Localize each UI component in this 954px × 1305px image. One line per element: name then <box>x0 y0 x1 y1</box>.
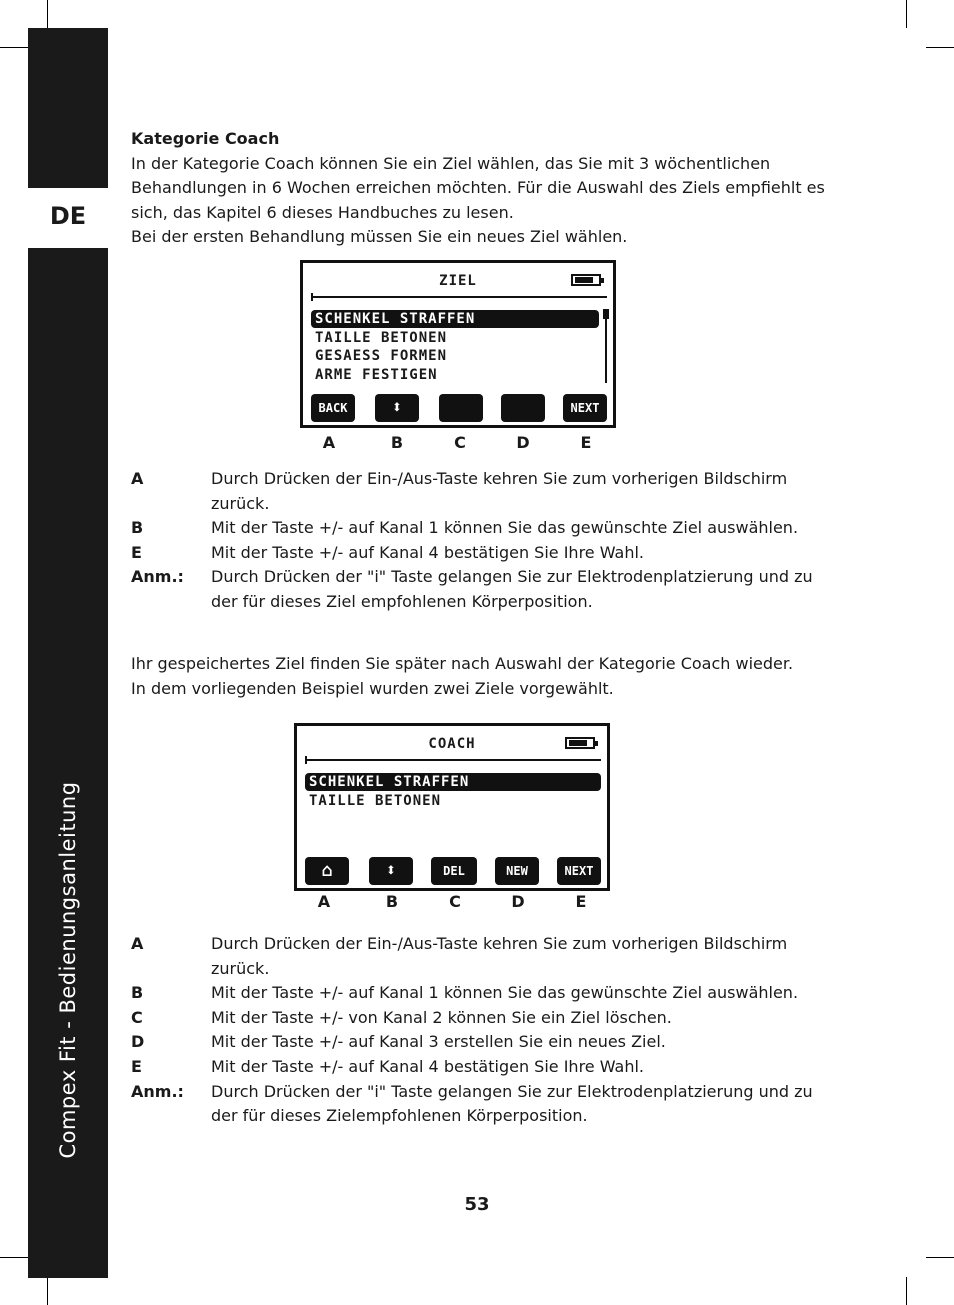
definition-key: Anm.: <box>131 1081 184 1101</box>
definition-key: C <box>131 1007 143 1027</box>
key-letter: C <box>454 433 466 452</box>
updown-softkey[interactable]: ⬍ <box>369 857 413 885</box>
section-heading: Kategorie Coach <box>131 129 280 148</box>
definition-key: E <box>131 542 142 562</box>
definition-text: Durch Drücken der "i" Taste gelangen Sie zur Elektrodenplatzierung und zu der für dieses Ziel empfohlenen Körperposition. <box>211 567 813 611</box>
intro-paragraph: In der Kategorie Coach können Sie ein Ziel wählen, das Sie mit 3 wöchentlichen Behandlungen in 6 Wochen erreichen möchten. Für die Auswahl des Ziels empfiehlt es sich, das Kapitel 6 dieses Handbuches zu lesen. <box>131 153 825 222</box>
language-tab: DE <box>28 188 108 248</box>
body-paragraph: Ihr gespeichertes Ziel finden Sie später nach Auswahl der Kategorie Coach wieder. <box>131 654 794 673</box>
body-paragraph: In dem vorliegenden Beispiel wurden zwei Ziele vorgewählt. <box>131 678 614 698</box>
crop-mark <box>906 1277 907 1305</box>
definition-row <box>131 981 831 1006</box>
key-letter: D <box>511 892 525 911</box>
middle-section <box>131 652 831 701</box>
definition-row <box>131 1030 831 1055</box>
home-softkey[interactable]: ⌂ <box>305 857 349 885</box>
key-letter: A <box>317 892 331 911</box>
battery-icon <box>565 737 595 749</box>
battery-icon <box>571 274 601 286</box>
device-screen-ziel <box>300 260 616 428</box>
definition-text: Mit der Taste +/- auf Kanal 3 erstellen Sie ein neues Ziel. <box>211 1032 666 1052</box>
definition-row <box>131 932 831 981</box>
next-softkey[interactable]: NEXT <box>557 857 601 885</box>
key-definitions <box>131 932 831 1129</box>
scrollbar-track <box>605 311 607 383</box>
key-letter: D <box>516 433 530 452</box>
menu-item[interactable]: ARME FESTIGEN <box>315 367 438 383</box>
definition-row <box>131 1055 831 1080</box>
definition-text: Durch Drücken der Ein-/Aus-Taste kehren Sie zum vorherigen Bildschirm zurück. <box>211 934 788 978</box>
definition-text: Mit der Taste +/- von Kanal 2 können Sie ein Ziel löschen. <box>211 1007 672 1027</box>
definition-text: Mit der Taste +/- auf Kanal 1 können Sie das gewünschte Ziel auswählen. <box>211 983 799 1003</box>
definition-text: Mit der Taste +/- auf Kanal 4 bestätigen Sie Ihre Wahl. <box>211 542 644 562</box>
menu-item[interactable]: SCHENKEL STRAFFEN <box>305 773 601 791</box>
definition-row <box>131 516 831 541</box>
screen-title: ZIEL <box>439 273 477 289</box>
definition-key: D <box>131 1032 145 1052</box>
menu-item[interactable]: TAILLE BETONEN <box>309 793 442 809</box>
blank-softkey[interactable] <box>439 394 483 422</box>
divider-line <box>311 296 607 298</box>
scrollbar-thumb <box>603 309 609 319</box>
definition-text: Durch Drücken der "i" Taste gelangen Sie zur Elektrodenplatzierung und zu der für dieses Zielempfohlenen Körperposition. <box>211 1081 813 1126</box>
key-letter: E <box>580 433 592 452</box>
definition-key: A <box>131 934 144 953</box>
definition-key: Anm.: <box>131 567 184 587</box>
intro-paragraph: Bei der ersten Behandlung müssen Sie ein neues Ziel wählen. <box>131 227 628 247</box>
definition-key: B <box>131 983 144 1003</box>
divider-line <box>305 759 601 761</box>
definition-row <box>131 541 831 566</box>
definition-text: Durch Drücken der Ein-/Aus-Taste kehren Sie zum vorherigen Bildschirm zurück. <box>211 469 788 513</box>
definition-key: A <box>131 469 144 488</box>
updown-softkey[interactable]: ⬍ <box>375 394 419 422</box>
screen-title: COACH <box>428 736 476 752</box>
menu-item[interactable]: TAILLE BETONEN <box>315 330 448 346</box>
device-screen-coach <box>294 723 610 891</box>
page-number: 53 <box>464 1194 490 1215</box>
definition-row <box>131 1080 831 1129</box>
definition-row <box>131 1006 831 1031</box>
back-softkey[interactable]: BACK <box>311 394 355 422</box>
key-letter: E <box>575 892 587 911</box>
sidebar-top-band <box>28 28 108 188</box>
key-letter: B <box>385 892 399 911</box>
key-definitions <box>131 467 831 615</box>
definition-text: Mit der Taste +/- auf Kanal 4 bestätigen Sie Ihre Wahl. <box>211 1056 644 1076</box>
definition-key: B <box>131 518 144 538</box>
crop-mark <box>906 0 907 28</box>
crop-mark <box>0 1257 28 1258</box>
definition-key: E <box>131 1056 142 1076</box>
definition-text: Mit der Taste +/- auf Kanal 1 können Sie das gewünschte Ziel auswählen. <box>211 518 799 538</box>
definition-row <box>131 565 831 614</box>
menu-item[interactable]: SCHENKEL STRAFFEN <box>311 310 599 328</box>
definition-row <box>131 467 831 516</box>
key-letter: B <box>390 433 404 452</box>
menu-item[interactable]: GESAESS FORMEN <box>315 348 448 364</box>
intro-section <box>131 127 831 250</box>
crop-mark <box>47 1277 48 1305</box>
delete-softkey[interactable]: DEL <box>431 857 477 885</box>
manual-title: Compex Fit - Bedienungsanleitung <box>56 781 80 1159</box>
key-letter: C <box>449 892 461 911</box>
next-softkey[interactable]: NEXT <box>563 394 607 422</box>
crop-mark <box>47 0 48 28</box>
key-letter: A <box>322 433 336 452</box>
crop-mark <box>926 47 954 48</box>
crop-mark <box>926 1257 954 1258</box>
crop-mark <box>0 47 28 48</box>
new-softkey[interactable]: NEW <box>495 857 539 885</box>
blank-softkey[interactable] <box>501 394 545 422</box>
